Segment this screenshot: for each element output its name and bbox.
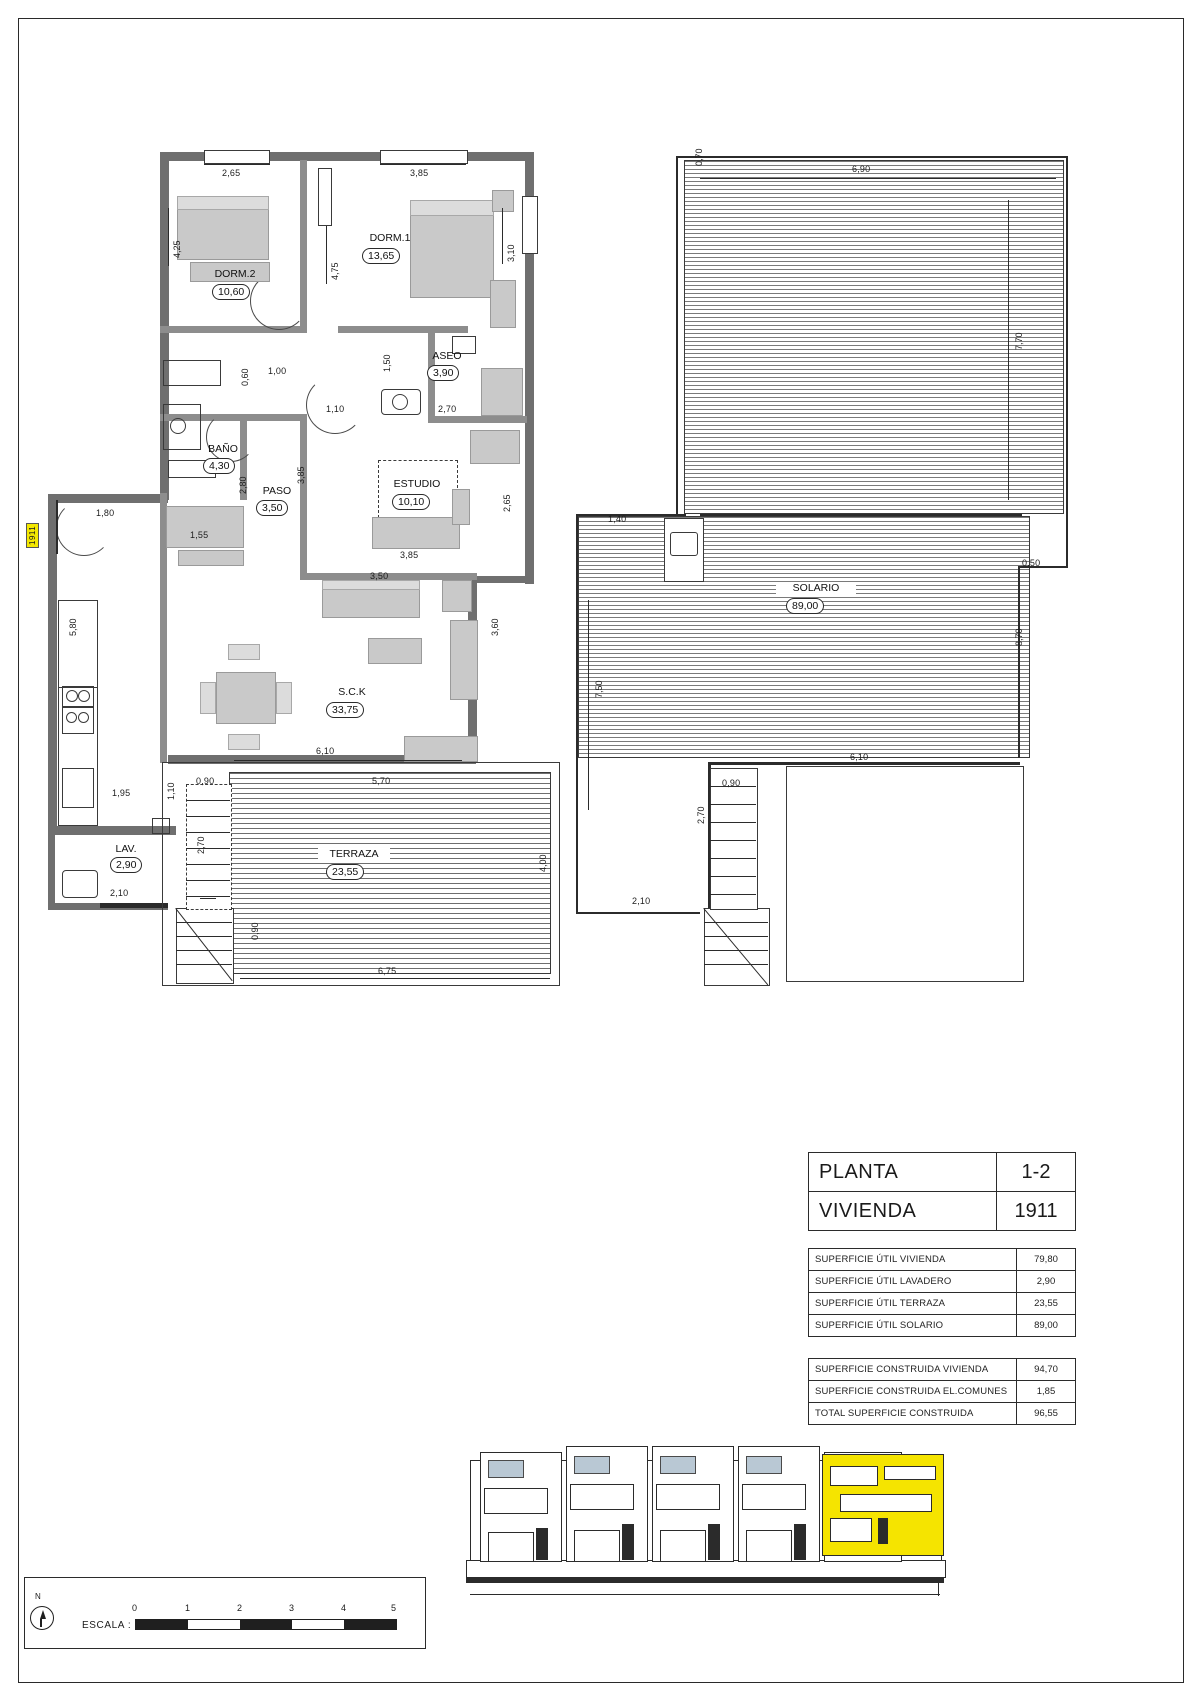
hob-burner-3	[66, 712, 77, 723]
solarium-outline-lower-top2	[700, 514, 1022, 516]
elev-garage-4	[746, 1530, 792, 1562]
nightstand-dorm1	[492, 190, 514, 212]
elev-window-1	[488, 1460, 524, 1478]
scale-tick-0: 0	[132, 1603, 138, 1613]
rstairup-4	[710, 840, 756, 841]
solarium-outline-left	[676, 156, 678, 200]
dim-110-b: 1,10	[166, 782, 176, 800]
elev-window-3	[660, 1456, 696, 1474]
rdimlinev-770	[1008, 200, 1009, 500]
dim-385-mid: 3,85	[296, 466, 306, 484]
scale-seg-2	[188, 1620, 240, 1629]
table-row	[808, 1381, 1076, 1403]
surface-label: SUPERFICIE ÚTIL LAVADERO	[815, 1276, 952, 1287]
surface-value: 79,80	[1016, 1249, 1075, 1270]
washer-lav	[62, 870, 98, 898]
hob-burner-2	[78, 690, 90, 702]
lav-step-wall	[100, 903, 168, 908]
partition-paso-right	[300, 414, 307, 580]
elev-balcony-3	[656, 1484, 720, 1510]
dim-110: 1,10	[326, 404, 345, 414]
solarium-stairs-up	[710, 768, 758, 910]
room-area-solario: 89,00	[786, 598, 824, 614]
surface-value: 23,55	[1016, 1293, 1075, 1314]
surface-value: 96,55	[1016, 1403, 1075, 1424]
solarium-outline-lower-top	[576, 514, 686, 516]
plot-number-tag: 1911	[26, 523, 39, 548]
kitchen-cupboard	[58, 600, 98, 688]
rdim-870: 8,70	[1014, 628, 1024, 646]
stair-up-2	[186, 816, 230, 817]
scale-tick-1: 1	[185, 1603, 191, 1613]
window-dorm1-left	[318, 168, 332, 226]
scale-tick-2: 2	[237, 1603, 243, 1613]
wall-left-step	[48, 494, 168, 503]
chair-d4	[276, 682, 292, 714]
scale-seg-4	[292, 1620, 344, 1629]
dim-425: 4,25	[172, 240, 182, 258]
dim-265: 2,65	[222, 168, 241, 178]
scale-box	[24, 1577, 426, 1649]
room-name-bano: BAÑO	[208, 443, 238, 455]
surface-label: SUPERFICIE ÚTIL TERRAZA	[815, 1298, 946, 1309]
title-label-planta: PLANTA	[819, 1160, 899, 1183]
room-area-sck: 33,75	[326, 702, 364, 718]
partition-paso-seg	[247, 414, 307, 421]
wardrobe-dorm1	[490, 280, 516, 328]
toilet-bano	[170, 418, 186, 434]
elev-guide-bottom	[470, 1594, 940, 1595]
elev-window-2	[574, 1456, 610, 1474]
room-area-dorm2: 10,60	[212, 284, 250, 300]
table-row	[808, 1358, 1076, 1381]
room-area-paso: 3,50	[256, 500, 288, 516]
rdim-140: 1,40	[608, 514, 627, 524]
rstair-4	[704, 964, 768, 965]
wall-mid-seg	[468, 576, 528, 583]
rstairup-5	[710, 858, 756, 859]
elev-garage-2	[574, 1530, 620, 1562]
stair-step-2	[176, 936, 232, 937]
rdim-690: 6,90	[852, 164, 871, 174]
dim-280: 2,80	[238, 476, 248, 494]
shower-aseo	[481, 368, 523, 416]
dim-360: 3,60	[490, 618, 500, 636]
window-dorm1	[380, 150, 468, 164]
dim-155: 1,55	[190, 530, 209, 540]
rdim-050: 0,50	[1022, 558, 1041, 568]
dim-310: 3,10	[506, 244, 516, 262]
table-row	[808, 1271, 1076, 1293]
solarium-outline-lleft	[576, 514, 578, 914]
surface-label: SUPERFICIE CONSTRUIDA VIVIENDA	[815, 1364, 989, 1375]
elev-high-door	[878, 1518, 888, 1544]
room-name-dorm1: DORM.1	[369, 232, 411, 244]
sofa-main-back	[322, 580, 420, 590]
stair-up-3	[186, 832, 230, 833]
window-dorm1-right	[522, 196, 538, 254]
pillow-dorm2	[177, 196, 269, 210]
dim-265-r: 2,65	[502, 494, 512, 512]
table-row	[808, 1293, 1076, 1315]
shelf-estudio	[452, 489, 470, 525]
solarium-outline-bottom	[576, 912, 700, 914]
scale-seg-5	[344, 1620, 396, 1629]
scale-tick-4: 4	[341, 1603, 347, 1613]
room-name-lav: LAV.	[115, 843, 137, 855]
room-area-bano: 4,30	[203, 458, 235, 474]
room-area-dorm1: 13,65	[362, 248, 400, 264]
window-dorm2	[204, 150, 270, 164]
elev-door-2	[622, 1524, 634, 1560]
dim-400: 4,00	[538, 854, 548, 872]
solarium-outline-top	[676, 156, 1068, 158]
rstairup-2	[710, 804, 756, 805]
sofa-main	[322, 586, 420, 618]
rdim-750: 7,50	[594, 680, 604, 698]
partition-dorm1-bottom	[338, 326, 468, 333]
elev-high-detail-1	[830, 1466, 878, 1486]
title-label-vivienda: VIVIENDA	[819, 1199, 917, 1222]
surface-value: 89,00	[1016, 1315, 1075, 1336]
solarium-step-right2	[1018, 566, 1020, 758]
dim-195: 1,95	[112, 788, 131, 798]
rstairup-6	[710, 876, 756, 877]
scale-seg-3	[240, 1620, 292, 1629]
elev-door-3	[708, 1524, 720, 1560]
surface-value: 94,70	[1016, 1359, 1075, 1380]
lower-terrace-top	[708, 762, 1020, 765]
room-name-solario: SOLARIO	[776, 582, 856, 594]
room-area-lav: 2,90	[110, 857, 142, 873]
dim-385-top: 3,85	[410, 168, 429, 178]
north-label: N	[35, 1592, 41, 1601]
elev-balcony-2	[570, 1484, 634, 1510]
desk-estudio	[372, 517, 460, 549]
hob-burner-1	[66, 690, 78, 702]
partition-aseo-bottom	[435, 416, 527, 423]
chair-d2	[228, 734, 260, 750]
dim-090-a: 0,90	[196, 776, 215, 786]
scale-tick-5: 5	[391, 1603, 397, 1613]
rdimline-690	[700, 178, 1056, 179]
rstair-3	[704, 950, 768, 951]
stair-up-1	[186, 800, 230, 801]
table-row	[808, 1403, 1076, 1425]
chair-estudio	[470, 430, 520, 464]
surface-table-built	[808, 1358, 1076, 1425]
title-value-vivienda: 1911	[996, 1192, 1075, 1230]
dim-210: 2,10	[110, 888, 129, 898]
scale-bar	[135, 1619, 397, 1630]
rstairup-3	[710, 822, 756, 823]
dim-570: 5,70	[372, 776, 391, 786]
room-area-terraza: 23,55	[326, 864, 364, 880]
stair-step-1	[176, 922, 232, 923]
room-name-aseo: ASEO	[432, 350, 462, 362]
toilet-aseo	[392, 394, 408, 410]
elev-door-4	[794, 1524, 806, 1560]
elev-lower-band	[466, 1560, 946, 1578]
elev-garage-3	[660, 1530, 706, 1562]
room-name-dorm2: DORM.2	[214, 268, 256, 280]
building-elevation	[470, 1432, 970, 1612]
dim-580: 5,80	[68, 618, 78, 636]
elev-right-edge	[938, 1582, 939, 1596]
chair-d3	[200, 682, 216, 714]
dimline-385-top	[380, 164, 466, 165]
rdim-610: 6,10	[850, 752, 869, 762]
elev-high-detail-2	[884, 1466, 936, 1480]
closet-paso-2	[178, 550, 244, 566]
dimlinev-425	[168, 208, 169, 266]
rdimlinev-750	[588, 600, 589, 810]
dimline-675	[240, 978, 550, 979]
sofa-side	[450, 620, 478, 700]
coffee-table	[368, 638, 422, 664]
room-name-terraza: TERRAZA	[318, 848, 390, 860]
dim-060: 0,60	[240, 368, 250, 386]
surface-label: SUPERFICIE ÚTIL VIVIENDA	[815, 1254, 946, 1265]
rstairup-7	[710, 894, 756, 895]
surface-label: SUPERFICIE ÚTIL SOLARIO	[815, 1320, 944, 1331]
dimlinev-310	[502, 208, 503, 264]
scale-tick-3: 3	[289, 1603, 295, 1613]
elev-door-1	[536, 1528, 548, 1560]
solarium-lower-hatch	[578, 516, 1030, 758]
elev-window-4	[746, 1456, 782, 1474]
elev-balcony-4	[742, 1484, 806, 1510]
hob-burner-4	[78, 712, 89, 723]
title-value-planta: 1-2	[996, 1153, 1075, 1191]
surface-table-useful	[808, 1248, 1076, 1337]
closet-paso	[166, 506, 244, 548]
rdim-070: 0,70	[694, 148, 704, 166]
north-arrow-icon	[30, 1606, 54, 1630]
dim-610: 6,10	[316, 746, 335, 756]
pillow-dorm1	[410, 200, 494, 216]
dim-150: 1,50	[382, 354, 392, 372]
solarium-upper-hatch	[684, 160, 1064, 514]
dim-675: 6,75	[378, 966, 397, 976]
solarium-outline-right	[1066, 156, 1068, 568]
dim-350-sofa: 3,50	[370, 571, 389, 581]
rdim-090: 0,90	[722, 778, 741, 788]
room-name-paso: PASO	[262, 485, 292, 497]
title-row-planta	[808, 1152, 1076, 1192]
room-name-estudio: ESTUDIO	[393, 478, 441, 490]
stair-up-7	[186, 896, 230, 897]
room-area-aseo: 3,90	[427, 365, 459, 381]
dim-475: 4,75	[330, 262, 340, 280]
arrow-up	[200, 898, 216, 899]
stair-step-3	[176, 950, 232, 951]
dim-385-est: 3,85	[400, 550, 419, 560]
rstair-2	[704, 936, 768, 937]
dimlinev-475	[326, 226, 327, 284]
surface-value: 2,90	[1016, 1271, 1075, 1292]
tub-bano	[163, 360, 221, 386]
surface-value: 1,85	[1016, 1381, 1075, 1402]
title-block	[808, 1152, 1076, 1231]
scale-label: ESCALA :	[82, 1620, 132, 1631]
solarium-outline-left2	[676, 198, 678, 516]
stair-up-5	[186, 864, 230, 865]
scale-seg-1	[136, 1620, 188, 1629]
elev-garage-1	[488, 1532, 534, 1562]
door-leaf-entry	[56, 500, 58, 554]
stair-up-6	[186, 880, 230, 881]
fridge-kitchen	[62, 768, 94, 808]
dim-180: 1,80	[96, 508, 115, 518]
table-row	[808, 1248, 1076, 1271]
chair-d1	[228, 644, 260, 660]
stair-step-4	[176, 964, 232, 965]
dining-table	[216, 672, 276, 724]
room-area-estudio: 10,10	[392, 494, 430, 510]
dim-090-b: 0,90	[250, 922, 260, 940]
lower-terrace	[786, 766, 1024, 982]
elev-high-detail-4	[830, 1518, 872, 1542]
table-row	[808, 1315, 1076, 1337]
sideboard	[404, 736, 478, 762]
title-row-vivienda	[808, 1192, 1076, 1231]
dim-270: 2,70	[438, 404, 457, 414]
terraza-stairs-up	[186, 784, 232, 910]
dim-270-b: 2,70	[196, 836, 206, 854]
elev-balcony-1	[484, 1488, 548, 1514]
stair-up-4	[186, 848, 230, 849]
rdim-270: 2,70	[696, 806, 706, 824]
rdim-770: 7,70	[1014, 332, 1024, 350]
dim-100: 1,00	[268, 366, 287, 376]
dimline-610	[234, 760, 462, 761]
dimline-265	[204, 164, 270, 165]
room-name-sck: S.C.K	[338, 686, 366, 698]
partition-estudio-bottom	[307, 573, 477, 580]
rdim-210: 2,10	[632, 896, 651, 906]
elev-high-detail-3	[840, 1494, 932, 1512]
wall-laundry-left	[48, 826, 55, 910]
surface-label: SUPERFICIE CONSTRUIDA EL.COMUNES	[815, 1386, 1008, 1397]
armchair-1	[442, 580, 472, 612]
surface-label: TOTAL SUPERFICIE CONSTRUIDA	[815, 1408, 974, 1419]
roof-equipment-detail	[670, 532, 698, 556]
